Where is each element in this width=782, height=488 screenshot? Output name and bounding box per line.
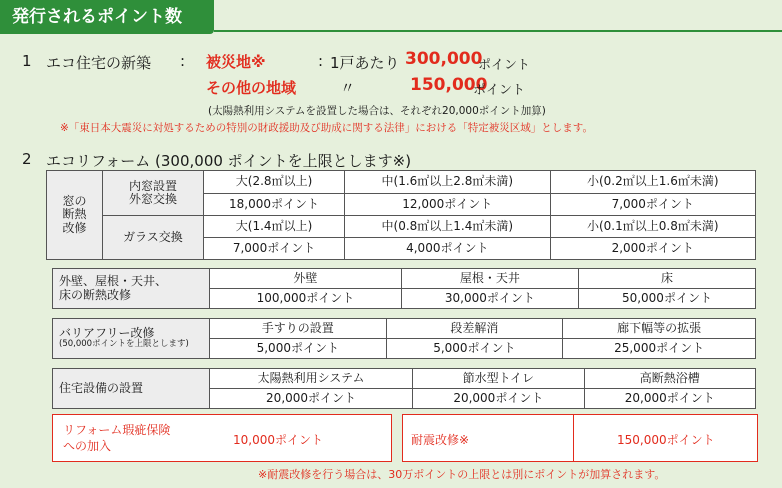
ditto-mark: 〃 [340,79,356,97]
equipment-item-bath: 高断熱浴槽 [584,369,755,389]
equipment-points-bath: 20,000ポイント [584,389,755,409]
warranty-points: 10,000ポイント [233,433,323,447]
other-area-label: その他の地域 [206,79,297,97]
glass-points-medium: 4,000ポイント [345,238,550,260]
insulation-item-wall: 外壁 [210,269,402,289]
barrier-points-corridor: 25,000ポイント [563,339,756,359]
disaster-amount: 300,000 [405,49,483,69]
insulation-item-floor: 床 [578,269,755,289]
equipment-table [52,368,756,409]
barrier-item-corridor: 廊下幅等の拡張 [563,319,756,339]
section1-label: エコ住宅の新築 [46,54,152,72]
barrier-free-sublabel: (50,000ポイントを上限とします) [59,339,189,350]
barrier-item-handrail: 手すりの設置 [210,319,387,339]
seismic-divider [573,415,574,461]
disaster-footnote: ※「東日本大震災に対処するための特別の財政援助及び助成に関する法律」における「特定被災区域」とします。 [60,122,593,134]
barrier-points-handrail: 5,000ポイント [210,339,387,359]
equipment-label: 住宅設備の設置 [53,369,210,409]
inner-size-large: 大(2.8㎡以上) [204,171,345,194]
solar-note: (太陽熱利用システムを設置した場合は、それぞれ20,000ポイント加算) [208,105,546,117]
insulation-table [52,268,756,309]
disaster-area-label: 被災地※ [206,53,266,71]
section-header: 発行されるポイント数 [0,0,214,34]
insulation-points-wall: 100,000ポイント [210,289,402,309]
seismic-box [402,414,758,462]
section2-title: エコリフォーム (300,000 ポイントを上限とします※) [46,152,412,170]
glass-size-small: 小(0.1㎡以上0.8㎡未満) [550,216,755,238]
other-unit: ポイント [473,83,526,98]
warranty-label: リフォーム瑕疵保険 への加入 [63,423,171,453]
section1-colon: : [180,52,186,70]
insulation-points-floor: 50,000ポイント [578,289,755,309]
section2-number: 2 [22,150,32,168]
glass-exchange-label: ガラス交換 [103,216,204,260]
glass-points-small: 2,000ポイント [550,238,755,260]
section1-colon-2: : [318,52,324,70]
warranty-box [52,414,392,462]
insulation-points-roof: 30,000ポイント [401,289,578,309]
glass-points-large: 7,000ポイント [204,238,345,260]
barrier-free-label: バリアフリー改修 [59,326,155,341]
disaster-unit: ポイント [478,58,531,73]
equipment-item-toilet: 節水型トイレ [413,369,584,389]
equipment-points-toilet: 20,000ポイント [413,389,584,409]
other-amount: 150,000 [410,75,488,95]
header-rule [214,8,782,32]
insulation-label: 外壁、屋根・天井、 床の断熱改修 [53,269,210,309]
insulation-item-roof: 屋根・天井 [401,269,578,289]
seismic-footnote: ※耐震改修を行う場合は、30万ポイントの上限とは別にポイントが加算されます。 [258,468,666,481]
barrier-free-table [52,318,756,359]
barrier-points-step: 5,000ポイント [386,339,563,359]
seismic-points: 150,000ポイント [617,433,715,447]
window-table [46,170,756,260]
barrier-item-step: 段差解消 [386,319,563,339]
seismic-label: 耐震改修※ [411,433,470,447]
equipment-item-solar: 太陽熱利用システム [210,369,413,389]
window-group-label: 窓の 断熱 改修 [47,171,103,260]
inner-size-medium: 中(1.6㎡以上2.8㎡未満) [345,171,550,194]
inner-points-large: 18,000ポイント [204,194,345,216]
inner-points-small: 7,000ポイント [550,194,755,216]
per-home-label: 1戸あたり [330,54,400,72]
equipment-points-solar: 20,000ポイント [210,389,413,409]
inner-points-medium: 12,000ポイント [345,194,550,216]
inner-size-small: 小(0.2㎡以上1.6㎡未満) [550,171,755,194]
glass-size-medium: 中(0.8㎡以上1.4㎡未満) [345,216,550,238]
glass-size-large: 大(1.4㎡以上) [204,216,345,238]
section1-number: 1 [22,52,32,70]
barrier-free-label-cell [53,319,210,359]
inner-window-label: 内窓設置 外窓交換 [103,171,204,216]
